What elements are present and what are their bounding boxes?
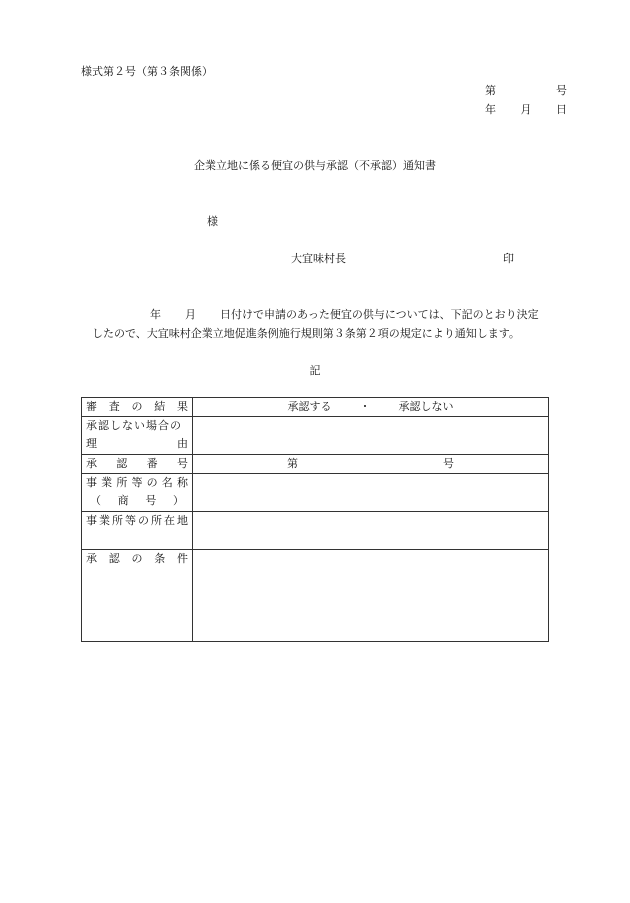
- table-row-business-name: [82, 474, 549, 512]
- addressee-suffix: 様: [207, 215, 218, 228]
- approve-option[interactable]: 承認する: [287, 400, 332, 413]
- deny-option[interactable]: 承認しない: [398, 400, 454, 413]
- reason-value-cell[interactable]: [193, 417, 549, 455]
- approval-number-label-cell: [82, 455, 193, 474]
- conditions-label-cell: [82, 550, 193, 642]
- table-row-approval-number: [82, 455, 549, 474]
- approval-number-label: 承 認 番 号: [86, 457, 188, 470]
- table-row-business-location: [82, 512, 549, 550]
- result-value-cell[interactable]: [193, 398, 549, 417]
- doc-number-prefix: 第: [485, 84, 496, 97]
- business-location-label: 事 業 所 等 の 所 在 地: [86, 514, 188, 527]
- option-separator: ・: [359, 400, 371, 413]
- approval-number-value-cell[interactable]: [193, 455, 549, 474]
- seal-mark: 印: [503, 252, 514, 265]
- result-label: 審 査 の 結 果: [86, 400, 188, 413]
- date-year: 年: [485, 103, 496, 116]
- document-title: 企業立地に係る便宜の供与承認（不承認）通知書: [194, 159, 436, 172]
- reason-label-cell: [82, 417, 193, 455]
- conditions-label: 承 認 の 条 件: [86, 552, 188, 565]
- conditions-value-cell[interactable]: [193, 550, 549, 642]
- issuer-name: 大宜味村長: [291, 252, 346, 265]
- body-month: 月: [185, 308, 196, 321]
- date-day: 日: [556, 103, 567, 116]
- notice-table: [81, 397, 549, 642]
- form-label: 様式第２号（第３条関係）: [81, 65, 213, 78]
- document-date: [485, 103, 567, 117]
- body-year: 年: [150, 308, 161, 321]
- reason-label-line2: 理 由: [86, 437, 188, 450]
- body-line-2: したので、大宜味村企業立地促進条例施行規則第３条第２項の規定により通知します。: [92, 327, 520, 340]
- table-row-conditions: [82, 550, 549, 642]
- reason-label-line1: 承認しない場合の: [86, 419, 182, 432]
- result-label-cell: [82, 398, 193, 417]
- date-month: 月: [520, 103, 532, 116]
- document-number: [485, 84, 567, 98]
- approval-number-suffix: 号: [443, 457, 454, 470]
- doc-number-suffix: 号: [556, 84, 567, 97]
- body-line-1: [150, 308, 539, 322]
- ki-heading: 記: [309, 364, 321, 377]
- table-row-result: [82, 398, 549, 417]
- body-text: 日付けで申請のあった便宜の供与については、下記のとおり決定: [220, 308, 539, 321]
- table-row-reason: [82, 417, 549, 455]
- approval-number-prefix: 第: [287, 457, 298, 470]
- business-name-label-line2: （ 商 号 ）: [90, 494, 184, 507]
- business-name-label-line1: 事 業 所 等 の 名 称: [86, 476, 188, 489]
- business-location-label-cell: [82, 512, 193, 550]
- business-location-value-cell[interactable]: [193, 512, 549, 550]
- business-name-label-cell: [82, 474, 193, 512]
- business-name-value-cell[interactable]: [193, 474, 549, 512]
